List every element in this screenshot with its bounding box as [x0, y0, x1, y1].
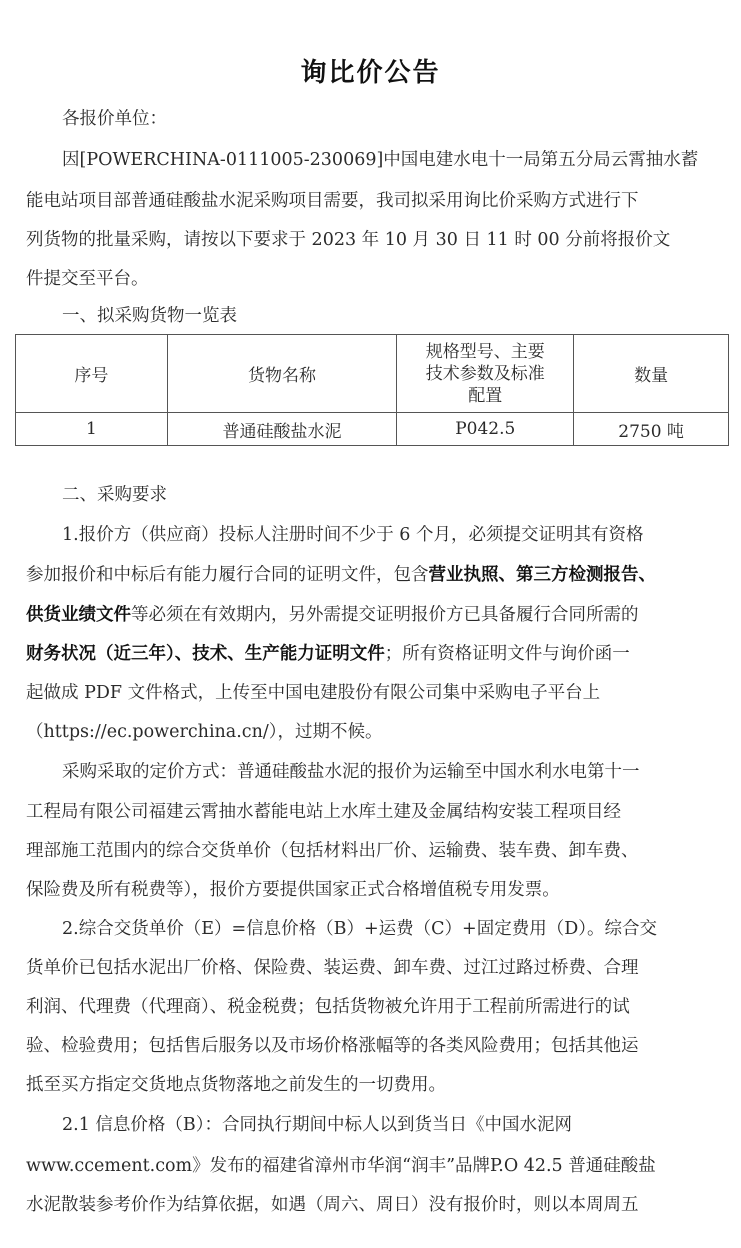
req1-line-3-text: 等必须在有效期内，另外需提交证明报价方已具备履行合同所需的	[131, 605, 639, 625]
req21-line-2: www.ccement.com》发布的福建省漳州市华润“润丰”品牌P.O 42.5 普通硅酸盐	[26, 1156, 656, 1176]
req1-line-2-bold: 营业执照、第三方检测报告、	[428, 565, 656, 585]
req1-line-3	[26, 604, 639, 626]
req21-line-1: 2.1 信息价格（B）：合同执行期间中标人以到货当日《中国水泥网	[62, 1115, 573, 1135]
pricing-line-4: 保险费及所有税费等），报价方要提供国家正式合格增值税专用发票。	[26, 880, 560, 900]
table-header-row	[16, 335, 729, 413]
pricing-line-2: 工程局有限公司福建云霄抽水蓄能电站上水库土建及金属结构安装工程项目经	[26, 802, 621, 822]
intro-line-1: 因[POWERCHINA-0111005-230069]中国电建水电十一局第五分局云霄抽水蓄	[62, 150, 699, 170]
salutation: 各报价单位：	[62, 109, 167, 129]
req1-line-2	[26, 564, 656, 586]
intro-line-4: 件提交至平台。	[26, 269, 149, 289]
pricing-line-1: 采购采取的定价方式：普通硅酸盐水泥的报价为运输至中国水利水电第十一	[62, 762, 640, 782]
req21-line-3: 水泥散装参考价作为结算依据，如遇（周六、周日）没有报价时，则以本周周五	[26, 1195, 639, 1215]
req1-line-2-text: 参加报价和中标后有能力履行合同的证明文件，包含	[26, 565, 429, 585]
header-goods-name: 货物名称	[167, 335, 397, 413]
announcement-title: 询比价公告	[300, 58, 441, 88]
req2-line-3: 利润、代理费（代理商）、税金税费；包括货物被允许用于工程前所需进行的试	[26, 997, 630, 1017]
req1-line-5: 起做成 PDF 文件格式，上传至中国电建股份有限公司集中采购电子平台上	[26, 683, 601, 703]
req1-line-6: （https://ec.powerchina.cn/），过期不候。	[26, 722, 383, 742]
header-spec-text: 规格型号、主要技术参数及标准配置	[425, 341, 545, 406]
table-row	[16, 413, 729, 446]
goods-table	[15, 334, 729, 446]
section2-heading: 二、采购要求	[62, 485, 167, 505]
cell-quantity: 2750 吨	[574, 413, 729, 446]
cell-goods-name: 普通硅酸盐水泥	[167, 413, 397, 446]
section1-heading: 一、拟采购货物一览表	[62, 306, 237, 326]
header-spec	[397, 335, 574, 413]
req2-line-4: 验、检验费用；包括售后服务以及市场价格涨幅等的各类风险费用；包括其他运	[26, 1036, 639, 1056]
cell-index: 1	[16, 413, 168, 446]
header-quantity: 数量	[574, 335, 729, 413]
req1-line-4-text: ；所有资格证明文件与询价函一	[384, 644, 630, 664]
pricing-line-3: 理部施工范围内的综合交货单价（包括材料出厂价、运输费、装车费、卸车费、	[26, 841, 639, 861]
req1-line-3-bold: 供货业绩文件	[26, 605, 131, 625]
req1-line-4	[26, 643, 630, 665]
req2-line-5: 抵至买方指定交货地点货物落地之前发生的一切费用。	[26, 1075, 446, 1095]
header-index: 序号	[16, 335, 168, 413]
req1-line-1: 1.报价方（供应商）投标人注册时间不少于 6 个月，必须提交证明其有资格	[62, 525, 644, 545]
cell-spec: P042.5	[397, 413, 574, 446]
intro-line-2: 能电站项目部普通硅酸盐水泥采购项目需要，我司拟采用询比价采购方式进行下	[26, 191, 639, 211]
req1-line-4-bold: 财务状况（近三年）、技术、生产能力证明文件	[26, 644, 385, 664]
intro-line-3: 列货物的批量采购，请按以下要求于 2023 年 10 月 30 日 11 时 00 分前将报价文	[26, 230, 671, 250]
req2-line-1: 2.综合交货单价（E）=信息价格（B）+运费（C）+固定费用（D）。综合交	[62, 919, 657, 939]
req2-line-2: 货单价已包括水泥出厂价格、保险费、装运费、卸车费、过江过路过桥费、合理	[26, 958, 639, 978]
